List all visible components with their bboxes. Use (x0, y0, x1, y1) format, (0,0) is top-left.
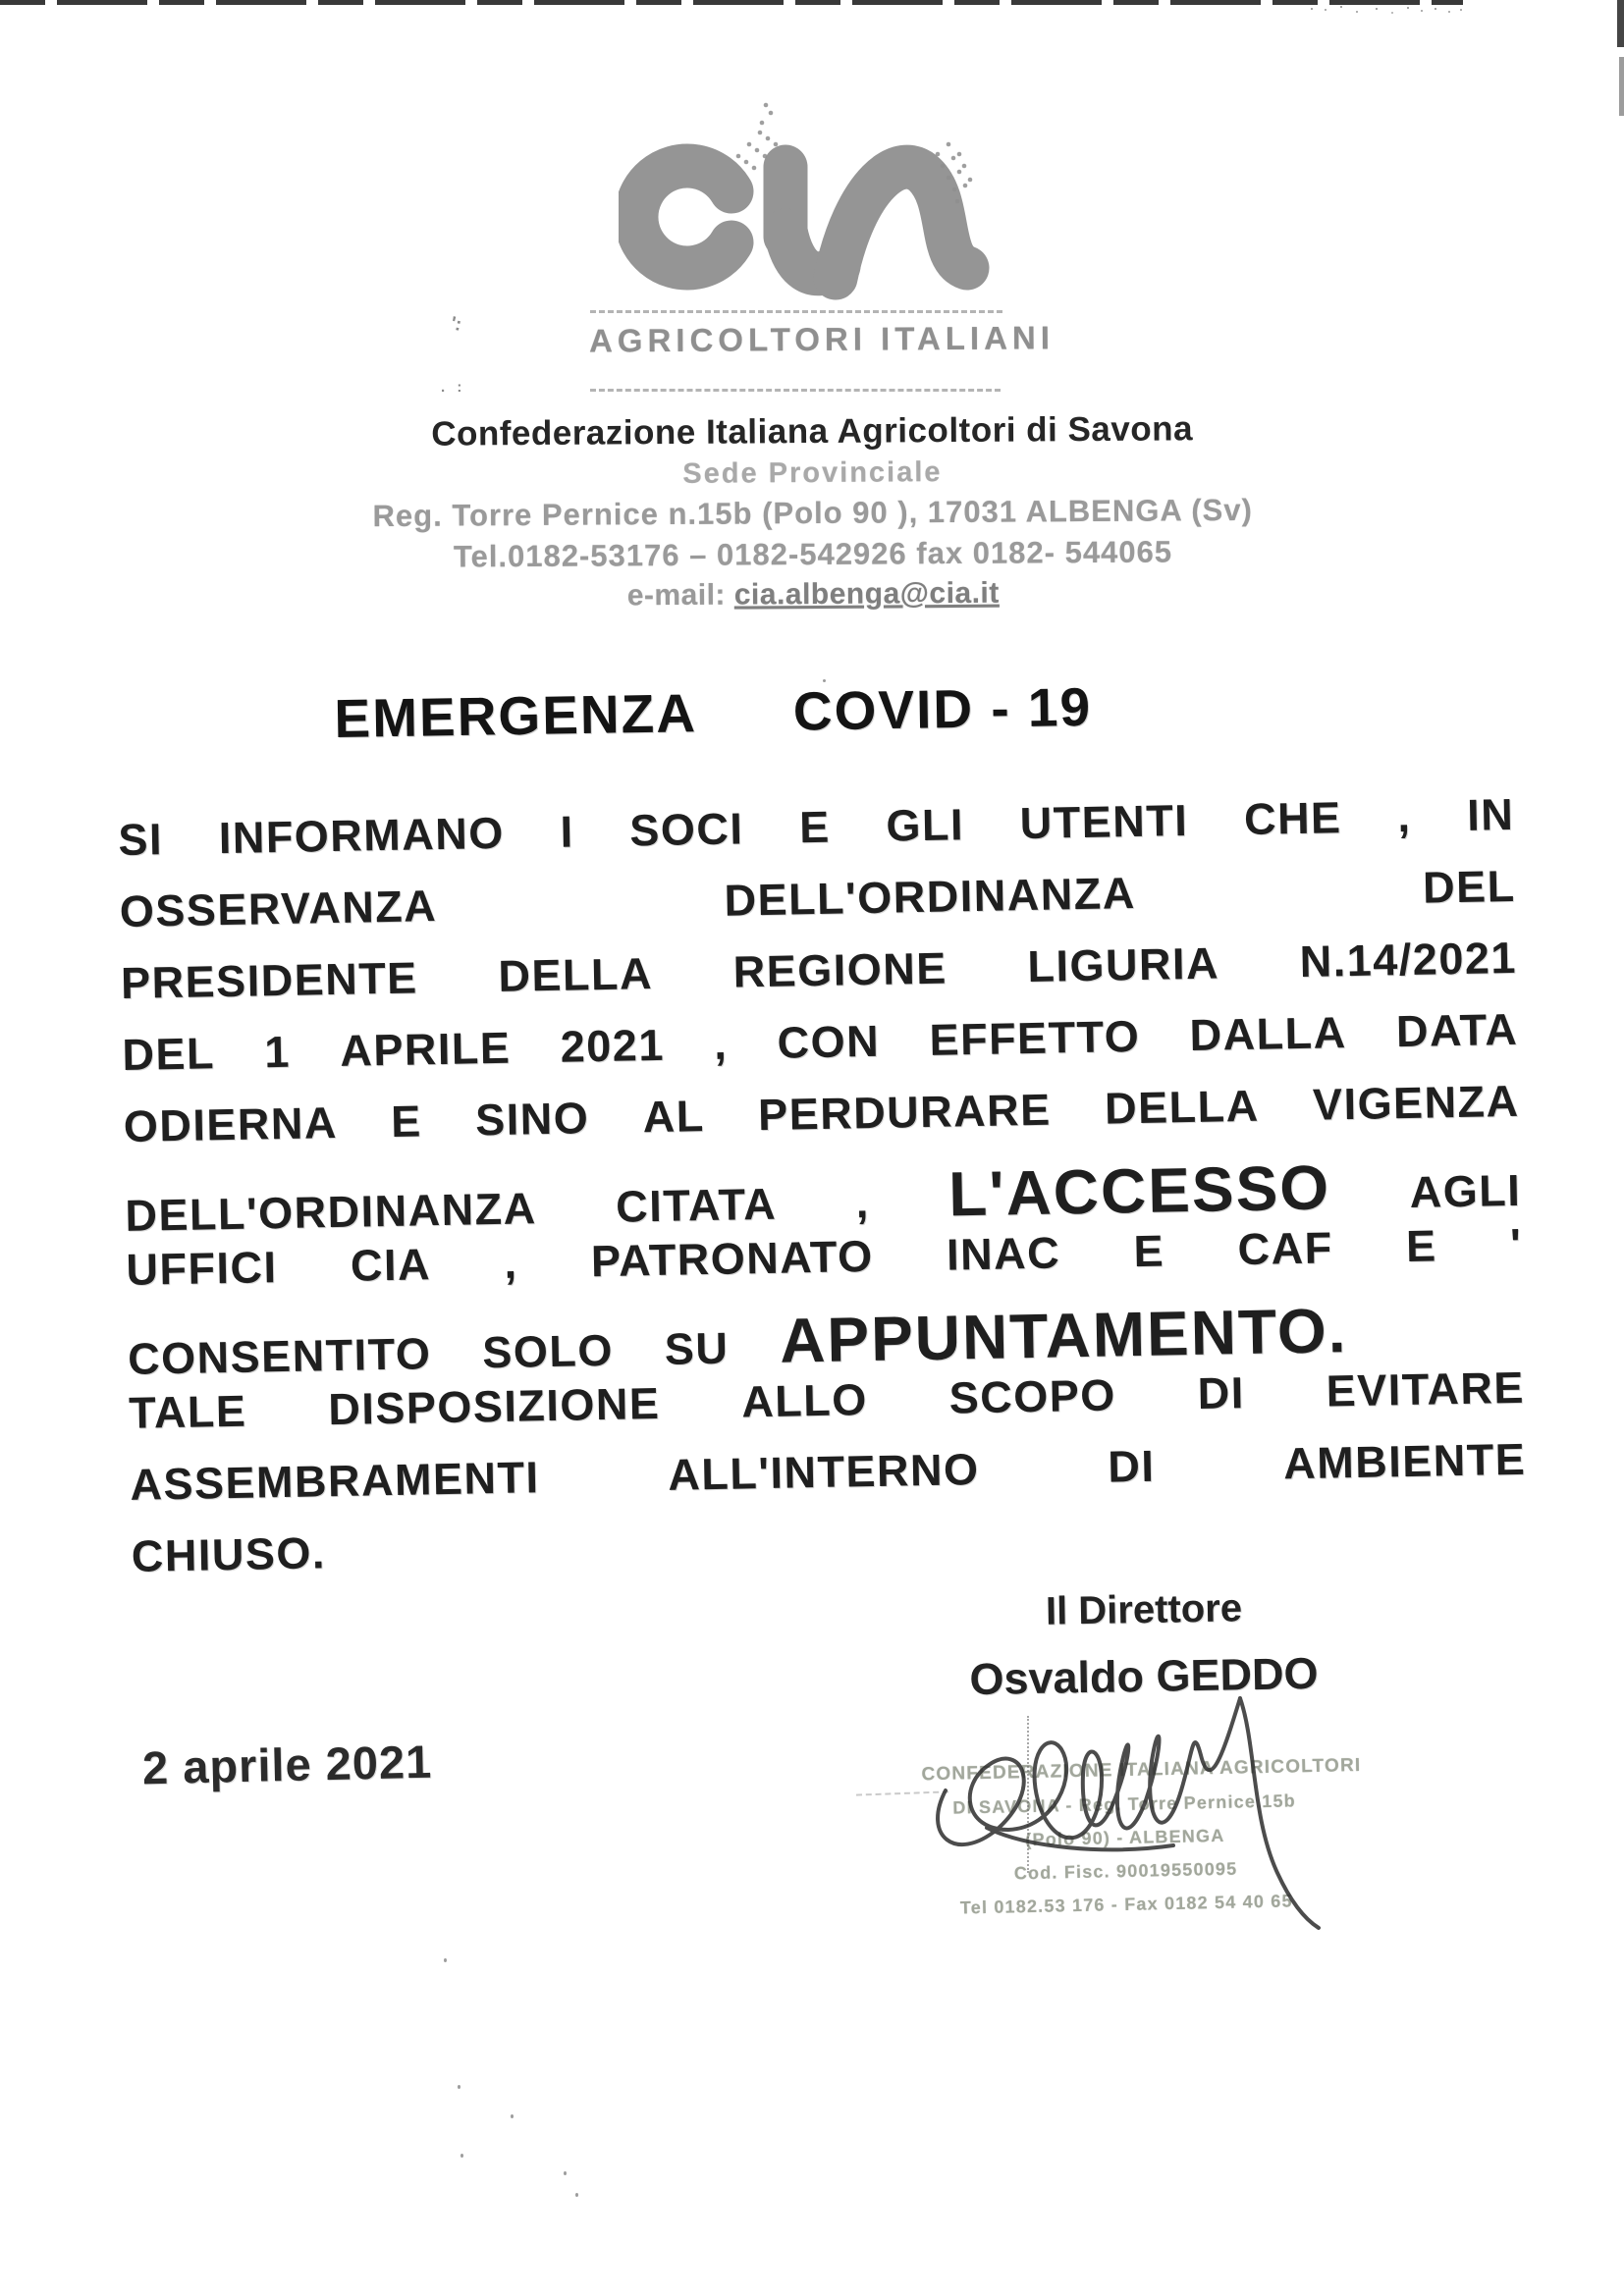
body-word: AMBIENTE (1282, 1433, 1527, 1489)
body-word: CAF (1237, 1222, 1334, 1275)
body-word: ODIERNA (123, 1096, 339, 1151)
body-word: DELLA (1104, 1080, 1261, 1134)
body-word: SCOPO (948, 1369, 1117, 1423)
body-word: GLI (886, 799, 965, 851)
body-word: SU (664, 1322, 730, 1374)
body-word: OSSERVANZA (119, 881, 438, 936)
dashed-divider-bottom (590, 389, 1001, 392)
body-word: I (560, 806, 575, 857)
body-word: 1 (263, 1026, 292, 1078)
body-word: SOCI (628, 803, 744, 856)
body-word: SI (118, 814, 164, 865)
body-paragraph (118, 789, 1528, 1603)
body-word: ASSEMBRAMENTI (130, 1452, 540, 1510)
body-word: SOLO (481, 1324, 615, 1378)
scan-stray-mark: ': (449, 313, 464, 336)
body-word: DI (1107, 1440, 1156, 1492)
body-word: E (1405, 1220, 1438, 1272)
body-word: PRESIDENTE (120, 952, 419, 1008)
body-word: UFFICI (126, 1242, 278, 1295)
body-word: E (798, 801, 832, 853)
email-label: e-mail: (626, 578, 734, 613)
scan-edge-artifact-corner-2 (1619, 57, 1624, 116)
body-word: LIGURIA (1027, 937, 1220, 992)
body-word: E (1133, 1225, 1165, 1277)
body-word: DEL (1422, 860, 1517, 913)
body-word: CON (777, 1015, 881, 1068)
scan-speck (458, 2085, 460, 2089)
scan-stray-mark: . : (441, 379, 466, 396)
phone-line: Tel.0182-53176 – 0182-542926 fax 0182- 544065 (453, 534, 1173, 574)
signature-name: Osvaldo GEDDO (969, 1647, 1319, 1705)
body-word: IN (1466, 788, 1515, 840)
document-date: 2 aprile 2021 (141, 1735, 433, 1794)
body-word: , (503, 1237, 518, 1288)
logo-subtitle: AGRICOLTORI ITALIANI (588, 319, 1056, 359)
body-word: DISPOSIZIONE (327, 1377, 661, 1435)
body-word: EVITARE (1326, 1362, 1526, 1416)
body-word: L'ACCESSO (947, 1151, 1331, 1230)
signature-role: Il Direttore (1045, 1586, 1243, 1633)
cia-logo-graphic (619, 93, 1021, 329)
body-word: AGLI (1409, 1164, 1522, 1217)
body-word: DELL'ORDINANZA (724, 868, 1137, 926)
body-word: ALLO (740, 1374, 869, 1427)
body-word: E (390, 1095, 423, 1147)
body-word: APRILE (339, 1022, 512, 1076)
body-word: CHE (1243, 792, 1343, 844)
dashed-divider-top (590, 310, 1002, 313)
body-word: CITATA (615, 1178, 778, 1232)
office-line: Sede Provinciale (682, 456, 943, 490)
scan-speck (564, 2171, 567, 2175)
body-word: ' (1509, 1218, 1523, 1270)
email-address: cia.albenga@cia.it (733, 576, 1000, 612)
scan-speck (575, 2193, 578, 2197)
body-word: N.14/2021 (1299, 932, 1518, 987)
body-word: INAC (946, 1227, 1061, 1280)
stamp-line: Tel 0182.53 176 - Fax 0182 54 40 65 (959, 1891, 1293, 1918)
body-word: DELL'ORDINANZA (125, 1183, 538, 1241)
body-word: , (1396, 790, 1412, 842)
scan-edge-artifact-top (0, 0, 1463, 5)
stamp-line: DI SAVONA - Reg. Torre Pernice 15b (952, 1790, 1297, 1818)
body-word: AL (642, 1091, 706, 1143)
body-word: APPUNTAMENTO. (779, 1295, 1349, 1376)
body-word: PERDURARE (757, 1084, 1053, 1141)
document-title (334, 675, 1093, 750)
scan-edge-artifact-corner (1617, 0, 1624, 47)
scan-speck (460, 2154, 463, 2158)
body-word: , (713, 1018, 729, 1069)
body-word: DALLA (1189, 1007, 1348, 1061)
scan-specks-top (1311, 8, 1313, 10)
stamp-line: (Polo 90) - ALBENGA (1025, 1825, 1225, 1850)
scan-speck (511, 2114, 514, 2118)
email-line (1, 572, 1624, 617)
stamp-line: CONFEDERAZIONE ITALIANA AGRICOLTORI (921, 1754, 1362, 1786)
organization-name: Confederazione Italiana Agricoltori di Savona (431, 409, 1194, 454)
body-word: CONSENTITO (127, 1328, 432, 1384)
body-word: REGIONE (732, 942, 948, 997)
body-word: CHIUSO. (131, 1527, 327, 1581)
body-word: CIA (350, 1239, 432, 1291)
body-word: SINO (474, 1093, 590, 1146)
cia-logo (619, 93, 1021, 329)
body-word: 2021 (560, 1019, 666, 1072)
title-word-emergenza: EMERGENZA (334, 682, 698, 749)
body-word: EFFETTO (929, 1010, 1141, 1065)
body-word: DATA (1395, 1003, 1519, 1057)
body-word: ALL'INTERNO (667, 1444, 980, 1500)
letterhead (0, 406, 1624, 617)
stamp-line: Cod. Fisc. 90019550095 (1013, 1858, 1238, 1884)
body-word: INFORMANO (218, 807, 506, 864)
body-word: DI (1197, 1367, 1246, 1418)
signature-scribble (928, 1681, 1350, 1946)
body-word: , (855, 1177, 871, 1228)
body-word: DELLA (497, 948, 654, 1001)
body-word: UTENTI (1019, 795, 1189, 849)
body-word: TALE (128, 1385, 247, 1438)
body-word: VIGENZA (1312, 1075, 1520, 1130)
body-word: PATRONATO (590, 1230, 875, 1287)
address-line: Reg. Torre Pernice n.15b (Polo 90 ), 17031 ALBENGA (Sv) (372, 492, 1253, 534)
title-word-covid: COVID - 19 (792, 675, 1093, 742)
scan-speck (444, 1958, 447, 1962)
body-word: DEL (122, 1028, 216, 1080)
